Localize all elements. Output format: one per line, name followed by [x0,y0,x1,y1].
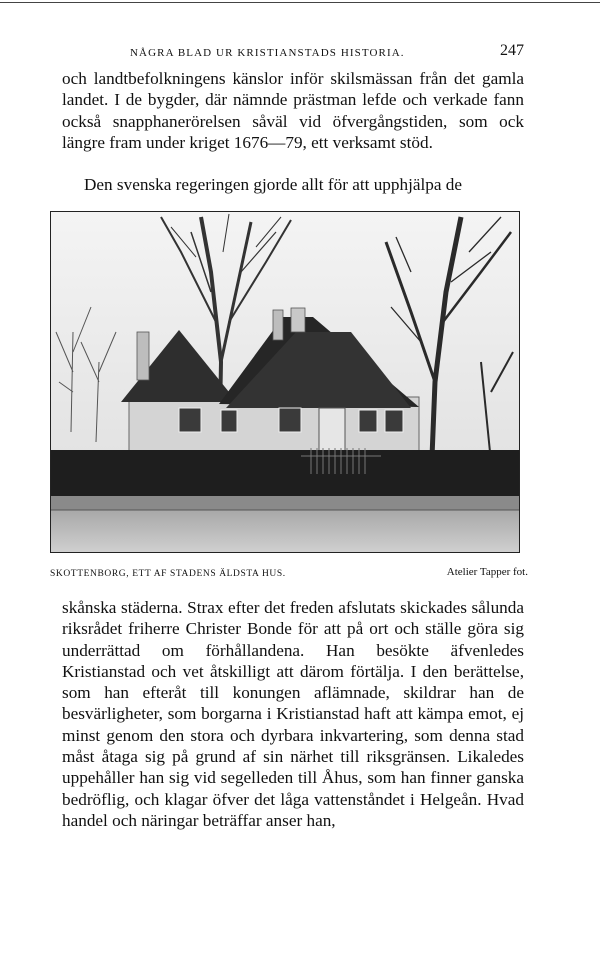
running-title: NÅGRA BLAD UR KRISTIANSTADS HISTORIA. [130,47,405,59]
paragraph-2: Den svenska regeringen gjorde allt för att upphjälpa de [84,175,462,194]
road [51,510,519,552]
figure-caption: SKOTTENBORG, ETT AF STADENS ÄLDSTA HUS. [50,569,286,579]
house-door [319,408,345,452]
photograph-skottenborg [50,211,520,553]
photo-credit: Atelier Tapper fot. [446,566,528,578]
house-photo-illustration [51,212,519,552]
sidewalk [51,496,519,510]
chimney-right [291,308,305,332]
paragraph-1: och landtbefolkningens känslor inför skilsmässan från det gamla landet. I de bygder, där nämnde prästman lefde och verkade fann också snapphanerörelsen såväl vid öfvergångstiden, som ock längre fram under kriget 1676—79, ett verksamt stöd. [62,69,524,152]
paragraph-3: skånska städerna. Strax efter det freden afslutats skickades sålunda riksrådet friherre Christer Bonde för att på ort och ställe göra sig underrättad om förhållandena. Han besökte äfvenledes Kristianstad och vet åtskilligt att därom förtälja. I den berättelse, som han efteråt till konungen aflämnade, skildrar han de besvärligheter, som borgarna i Kristianstad haft att kämpa emot, ej minst genom den stora och dyrbara inkvartering, som denna stad måst åtaga sig på grund af sin närhet till riksgränsen. Likaledes uppehåller han sig vid segelleden till Åhus, som han finner ganska bedröflig, och klagar öfver det låga vattenståndet i Helgeån. Hvad handel och näringar beträffar anser han, [62,598,524,830]
hedge [51,450,519,496]
top-rule [0,2,600,3]
chimney-left [137,332,149,380]
chimney-center [273,310,283,340]
page-number: 247 [500,42,524,59]
page-header [0,40,600,64]
